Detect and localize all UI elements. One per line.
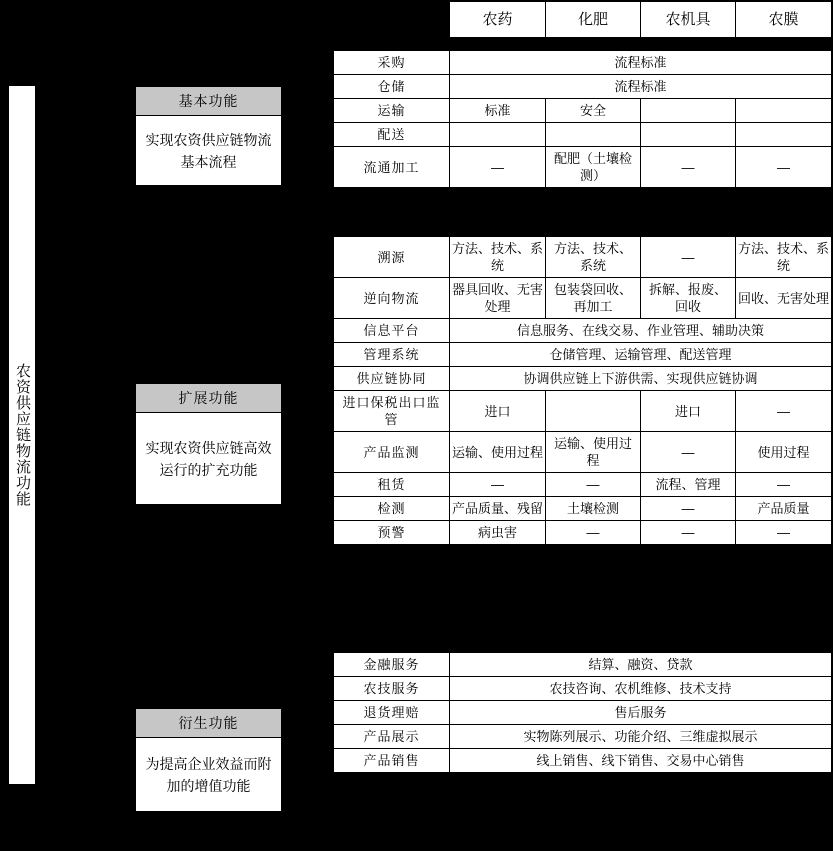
group-box-basic [135,86,282,186]
cell: 配肥（土壤检测） [546,147,641,188]
cell [546,123,641,147]
cell: 产品质量 [736,497,832,521]
cell: — [450,147,546,188]
cell: 方法、技术、系统 [736,237,832,278]
table-row [334,521,832,545]
group-basic-head: 基本功能 [136,87,281,116]
cell [736,99,832,123]
row-span-value: 信息服务、在线交易、作业管理、辅助决策 [450,319,832,343]
table-row [334,319,832,343]
table-row [334,237,832,278]
table-row [334,653,832,677]
cell: 土壤检测 [546,497,641,521]
table-row [334,367,832,391]
table-row [334,278,832,319]
column-header-huafei: 化肥 [546,2,641,38]
cell: — [546,473,641,497]
cell: — [736,147,832,188]
row-label: 产品销售 [334,749,450,773]
column-header-nongjiju: 农机具 [641,2,736,38]
row-label: 产品监测 [334,432,450,473]
row-span-value: 协调供应链上下游供需、实现供应链协调 [450,367,832,391]
cell: 产品质量、残留 [450,497,546,521]
cell [736,123,832,147]
row-span-value: 线上销售、线下销售、交易中心销售 [450,749,832,773]
cell [641,123,736,147]
row-label: 信息平台 [334,319,450,343]
cell: — [546,521,641,545]
row-label: 溯源 [334,237,450,278]
table-row [334,432,832,473]
row-label: 金融服务 [334,653,450,677]
cell: — [641,432,736,473]
cell: 运输、使用过程 [546,432,641,473]
table-row [334,343,832,367]
row-label: 检测 [334,497,450,521]
row-label: 配送 [334,123,450,147]
table-row [334,677,832,701]
row-label: 产品展示 [334,725,450,749]
row-span-value: 流程标准 [450,75,832,99]
cell [641,99,736,123]
row-label: 农技服务 [334,677,450,701]
cell: — [641,237,736,278]
group-derived-body: 为提高企业效益而附加的增值功能 [145,755,272,794]
table-row [334,99,832,123]
group-extended-body: 实现农资供应链高效运行的扩充功能 [145,439,272,478]
cell: 方法、技术、系统 [546,237,641,278]
table-row [334,391,832,432]
row-label: 预警 [334,521,450,545]
table-row [334,473,832,497]
cell: — [641,147,736,188]
cell: 病虫害 [450,521,546,545]
group-extended-head: 扩展功能 [136,384,281,413]
group-box-extended [135,383,282,505]
row-label: 流通加工 [334,147,450,188]
column-header-table [449,1,832,38]
cell: — [641,521,736,545]
row-span-value: 实物陈列展示、功能介绍、三维虚拟展示 [450,725,832,749]
row-label: 进口保税出口监管 [334,391,450,432]
cell: 包装袋回收、再加工 [546,278,641,319]
row-label: 退货理赔 [334,701,450,725]
table-row [334,123,832,147]
cell [546,391,641,432]
cell: 方法、技术、系统 [450,237,546,278]
cell: 进口 [641,391,736,432]
cell: 安全 [546,99,641,123]
row-label: 仓储 [334,75,450,99]
diagram-title-text: 农资供应链物流功能 [14,363,31,507]
table-row [450,2,832,38]
basic-functions-table [333,50,832,188]
diagram-title-vertical [8,85,36,785]
table-row [334,497,832,521]
row-span-value: 仓储管理、运输管理、配送管理 [450,343,832,367]
table-row [334,147,832,188]
cell: 回收、无害处理 [736,278,832,319]
row-span-value: 流程标准 [450,51,832,75]
group-basic-body: 实现农资供应链物流基本流程 [145,131,272,170]
extended-functions-table [333,236,832,545]
cell: 进口 [450,391,546,432]
cell: 拆解、报废、回收 [641,278,736,319]
cell: 标准 [450,99,546,123]
table-row [334,75,832,99]
cell: 运输、使用过程 [450,432,546,473]
table-row [334,749,832,773]
cell: 使用过程 [736,432,832,473]
row-label: 采购 [334,51,450,75]
column-header-nongyao: 农药 [450,2,546,38]
row-label: 运输 [334,99,450,123]
cell: — [641,497,736,521]
row-span-value: 售后服务 [450,701,832,725]
derived-functions-table [333,652,832,773]
row-label: 管理系统 [334,343,450,367]
cell: 器具回收、无害处理 [450,278,546,319]
row-label: 供应链协同 [334,367,450,391]
cell: — [450,473,546,497]
row-span-value: 农技咨询、农机维修、技术支持 [450,677,832,701]
row-span-value: 结算、融资、贷款 [450,653,832,677]
column-header-nongmo: 农膜 [736,2,832,38]
row-label: 逆向物流 [334,278,450,319]
cell [450,123,546,147]
cell: — [736,473,832,497]
cell: 流程、管理 [641,473,736,497]
group-derived-head: 衍生功能 [136,709,281,738]
cell: — [736,521,832,545]
cell: — [736,391,832,432]
table-row [334,725,832,749]
row-label: 租赁 [334,473,450,497]
group-box-derived [135,708,282,812]
table-row [334,701,832,725]
table-row [334,51,832,75]
